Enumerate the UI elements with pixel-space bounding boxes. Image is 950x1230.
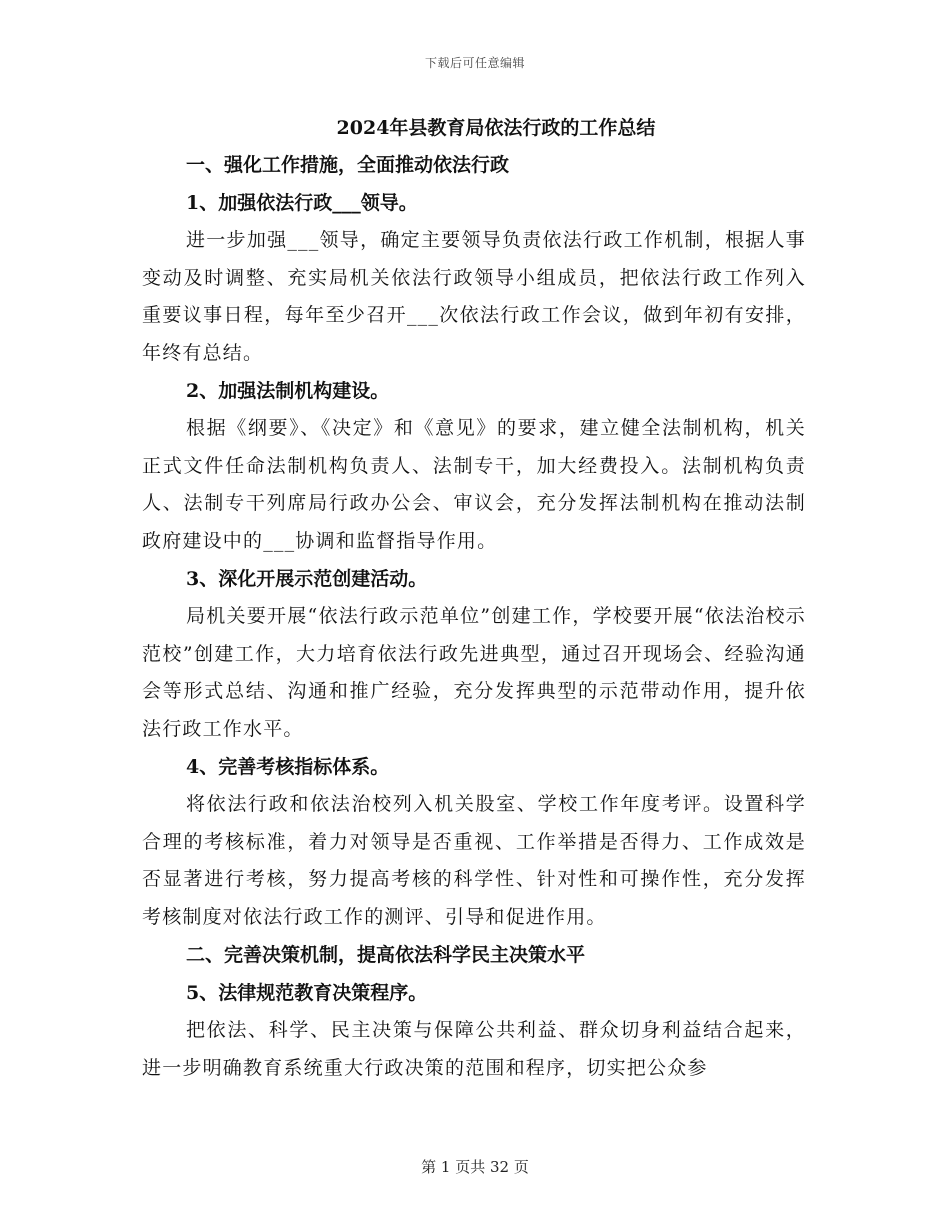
section-heading-2: 二、完善决策机制，提高依法科学民主决策水平 (186, 944, 586, 966)
item-heading-3: 3、深化开展示范创建活动。 (186, 568, 428, 590)
section-heading-1: 一、强化工作措施，全面推动依法行政 (186, 154, 510, 176)
item-paragraph-2: 根据《纲要》、《决定》和《意见》的要求，建立健全法制机构，机关正式文件任命法制机构负责人、法制专干，加大经费投入。法制机构负责人、法制专干列席局行政办公会、审议会，充分发挥法制机构在推动法制政府建设中的___协调和监督指导作用。 (142, 417, 806, 552)
item-heading-5: 5、法律规范教育决策程序。 (186, 982, 428, 1004)
document-title: 2024年县教育局依法行政的工作总结 (336, 117, 656, 139)
item-heading-2: 2、加强法制机构建设。 (186, 380, 390, 402)
item-heading-4: 4、完善考核指标体系。 (186, 756, 390, 778)
document-body (142, 110, 806, 1087)
page-header-note: 下载后可任意编辑 (424, 56, 525, 70)
page-number-footer: 第 1 页共 32 页 (421, 1158, 529, 1176)
item-paragraph-1: 进一步加强___领导，确定主要领导负责依法行政工作机制，根据人事变动及时调整、充实局机关依法行政领导小组成员，把依法行政工作列入重要议事日程，每年至少召开___次依法行政工作会议，做到年初有安排，年终有总结。 (142, 229, 806, 364)
item-heading-1: 1、加强依法行政___领导。 (186, 192, 418, 214)
item-paragraph-3: 局机关要开展“依法行政示范单位”创建工作，学校要开展“依法治校示范校”创建工作，大力培育依法行政先进典型，通过召开现场会、经验沟通会等形式总结、沟通和推广经验，充分发挥典型的示范带动作用，提升依法行政工作水平。 (142, 605, 806, 740)
item-paragraph-5: 把依法、科学、民主决策与保障公共利益、群众切身利益结合起来，进一步明确教育系统重大行政决策的范围和程序，切实把公众参 (142, 1019, 806, 1079)
item-paragraph-4: 将依法行政和依法治校列入机关股室、学校工作年度考评。设置科学合理的考核标准，着力对领导是否重视、工作举措是否得力、工作成效是否显著进行考核，努力提高考核的科学性、针对性和可操作性，充分发挥考核制度对依法行政工作的测评、引导和促进作用。 (142, 793, 806, 928)
